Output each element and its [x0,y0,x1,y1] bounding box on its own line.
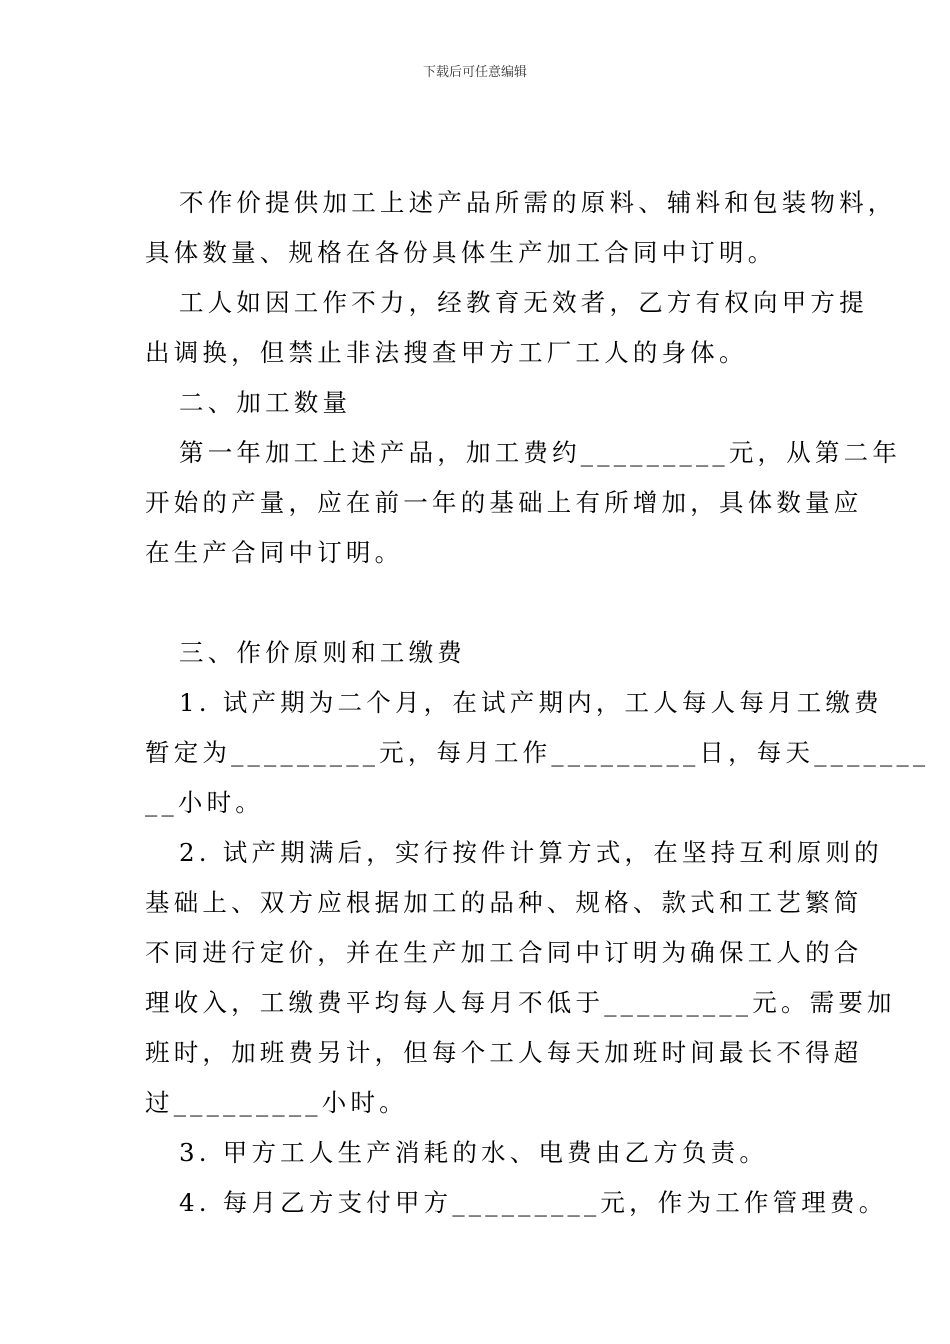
paragraph-line: 暂定为_________元，每月工作_________日，每天_______ [145,738,930,767]
paragraph-line: 1. 试产期为二个月，在试产期内，工人每人每月工缴费 [179,688,883,717]
section-heading-text: 三、作价原则和工缴费 [179,638,466,667]
paragraph-line: 基础上、双方应根据加工的品种、规格、款式和工艺繁简 [145,888,863,917]
paragraph-line: 开始的产量，应在前一年的基础上有所增加，具体数量应 [145,488,863,517]
paragraph-line: 第一年加工上述产品，加工费约_________元，从第二年 [179,438,902,467]
paragraph-line: 2. 试产期满后，实行按件计算方式，在坚持互利原则的 [179,838,883,867]
clause-1-trial-period [145,678,930,828]
paragraph-line: 3. 甲方工人生产消耗的水、电费由乙方负责。 [179,1138,769,1167]
paragraph-worker-replacement [145,278,868,378]
paragraph-processing-fee [145,428,902,578]
paragraph-line: 不作价提供加工上述产品所需的原料、辅料和包装物料， [179,188,897,217]
document-body [145,178,930,1228]
blank-line [145,578,825,628]
paragraph-line: 出调换，但禁止非法搜查甲方工厂工人的身体。 [145,338,748,367]
paragraph-line: 过_________小时。 [145,1088,408,1117]
paragraph-line: 在生产合同中订明。 [145,538,404,567]
paragraph-materials [145,178,897,278]
clause-2-piecework [145,828,896,1128]
clause-3-utilities [145,1128,825,1178]
paragraph-line: 具体数量、规格在各份具体生产加工合同中订明。 [145,238,777,267]
paragraph-line: 班时，加班费另计，但每个工人每天加班时间最长不得超 [145,1038,863,1067]
paragraph-line: 不同进行定价，并在生产加工合同中订明为确保工人的合 [145,938,863,967]
section-heading-text: 二、加工数量 [179,388,352,417]
section-heading-pricing-principles [145,628,825,678]
paragraph-line: 4. 每月乙方支付甲方_________元，作为工作管理费。 [179,1188,888,1217]
paragraph-line: __小时。 [145,788,264,817]
page-header: 下载后可任意编辑 [422,65,527,80]
paragraph-line: 工人如因工作不力，经教育无效者，乙方有权向甲方提 [179,288,868,317]
section-heading-processing-quantity [145,378,825,428]
paragraph-line: 理收入，工缴费平均每人每月不低于_________元。需要加 [145,988,896,1017]
clause-4-management-fee [145,1178,888,1228]
